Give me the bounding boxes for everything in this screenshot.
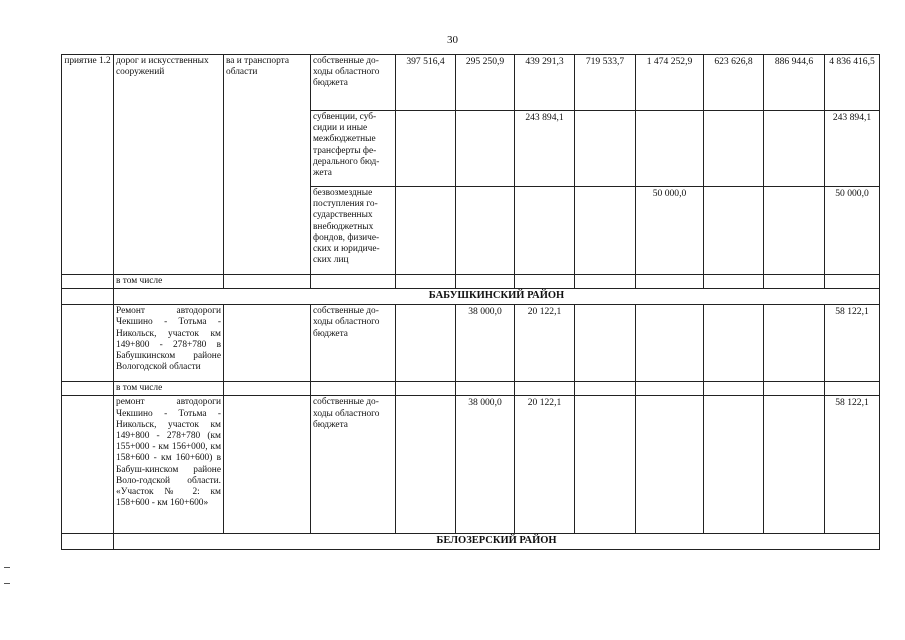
value-cell (764, 396, 825, 534)
value-cell (396, 187, 456, 275)
district-header: БЕЛОЗЕРСКИЙ РАЙОН (114, 534, 880, 550)
table-row (62, 305, 880, 382)
value-cell: 38 000,0 (456, 396, 515, 534)
value-cell (396, 305, 456, 382)
value-cell (575, 187, 636, 275)
funding-source-cell: собственные до-ходы областного бюджета (311, 396, 396, 534)
value-cell (575, 305, 636, 382)
value-cell (704, 111, 764, 187)
value-cell: 886 944,6 (764, 55, 825, 111)
total-cell: 58 122,1 (825, 396, 880, 534)
margin-mark (4, 583, 10, 584)
funding-source-cell: субвенции, суб-сидии и иные межбюджетные трансферты фе-дерального бюд-жета (311, 111, 396, 187)
value-cell (704, 396, 764, 534)
measure-name-cell: дорог и искусственных сооружений (114, 55, 224, 275)
table-row (62, 289, 880, 305)
table-row (62, 396, 880, 534)
value-cell: 439 291,3 (515, 55, 575, 111)
funding-source-cell: собственные до-ходы областного бюджета (311, 55, 396, 111)
table-row (62, 55, 880, 111)
value-cell: 1 474 252,9 (636, 55, 704, 111)
value-cell (636, 111, 704, 187)
including-label: в том числе (114, 275, 224, 289)
value-cell (636, 305, 704, 382)
value-cell: 20 122,1 (515, 305, 575, 382)
table-row (62, 382, 880, 396)
value-cell (704, 305, 764, 382)
table-row (62, 534, 880, 550)
value-cell: 397 516,4 (396, 55, 456, 111)
value-cell (396, 111, 456, 187)
value-cell (456, 111, 515, 187)
value-cell: 20 122,1 (515, 396, 575, 534)
including-label: в том числе (114, 382, 224, 396)
value-cell (764, 187, 825, 275)
district-header: БАБУШКИНСКИЙ РАЙОН (114, 289, 880, 305)
value-cell (515, 187, 575, 275)
total-cell: 58 122,1 (825, 305, 880, 382)
value-cell (396, 396, 456, 534)
value-cell (575, 396, 636, 534)
value-cell: 38 000,0 (456, 305, 515, 382)
value-cell (575, 111, 636, 187)
funding-source-cell: собственные до-ходы областного бюджета (311, 305, 396, 382)
total-cell: 50 000,0 (825, 187, 880, 275)
value-cell (456, 187, 515, 275)
page-number: 30 (447, 34, 458, 46)
measure-number-cell: приятие 1.2 (62, 55, 114, 275)
value-cell: 50 000,0 (636, 187, 704, 275)
value-cell: 295 250,9 (456, 55, 515, 111)
measure-name-cell: Ремонт автодороги Чекшино - Тотьма - Никольск, участок км 149+800 - 278+780 в Бабушкинском районе Вологодской области (114, 305, 224, 382)
executor-cell: ва и транспорта области (224, 55, 311, 275)
margin-mark (4, 567, 10, 568)
measure-name-cell: ремонт автодороги Чекшино - Тотьма - Никольск, участок км 149+800 - 278+780 (км 155+000 - км 156+000, км 158+600 - км 160+600) в Бабуш-кинском районе Воло-годской области. «Участок № 2: км 158+600 - км 160+600» (114, 396, 224, 534)
value-cell: 719 533,7 (575, 55, 636, 111)
value-cell: 243 894,1 (515, 111, 575, 187)
table-row (62, 275, 880, 289)
value-cell: 623 626,8 (704, 55, 764, 111)
total-cell: 243 894,1 (825, 111, 880, 187)
total-cell: 4 836 416,5 (825, 55, 880, 111)
value-cell (764, 111, 825, 187)
value-cell (636, 396, 704, 534)
funding-source-cell: безвозмездные поступления го-сударственных внебюджетных фондов, физиче-ских и юридиче-ских лиц (311, 187, 396, 275)
budget-table (61, 54, 880, 550)
value-cell (764, 305, 825, 382)
value-cell (704, 187, 764, 275)
